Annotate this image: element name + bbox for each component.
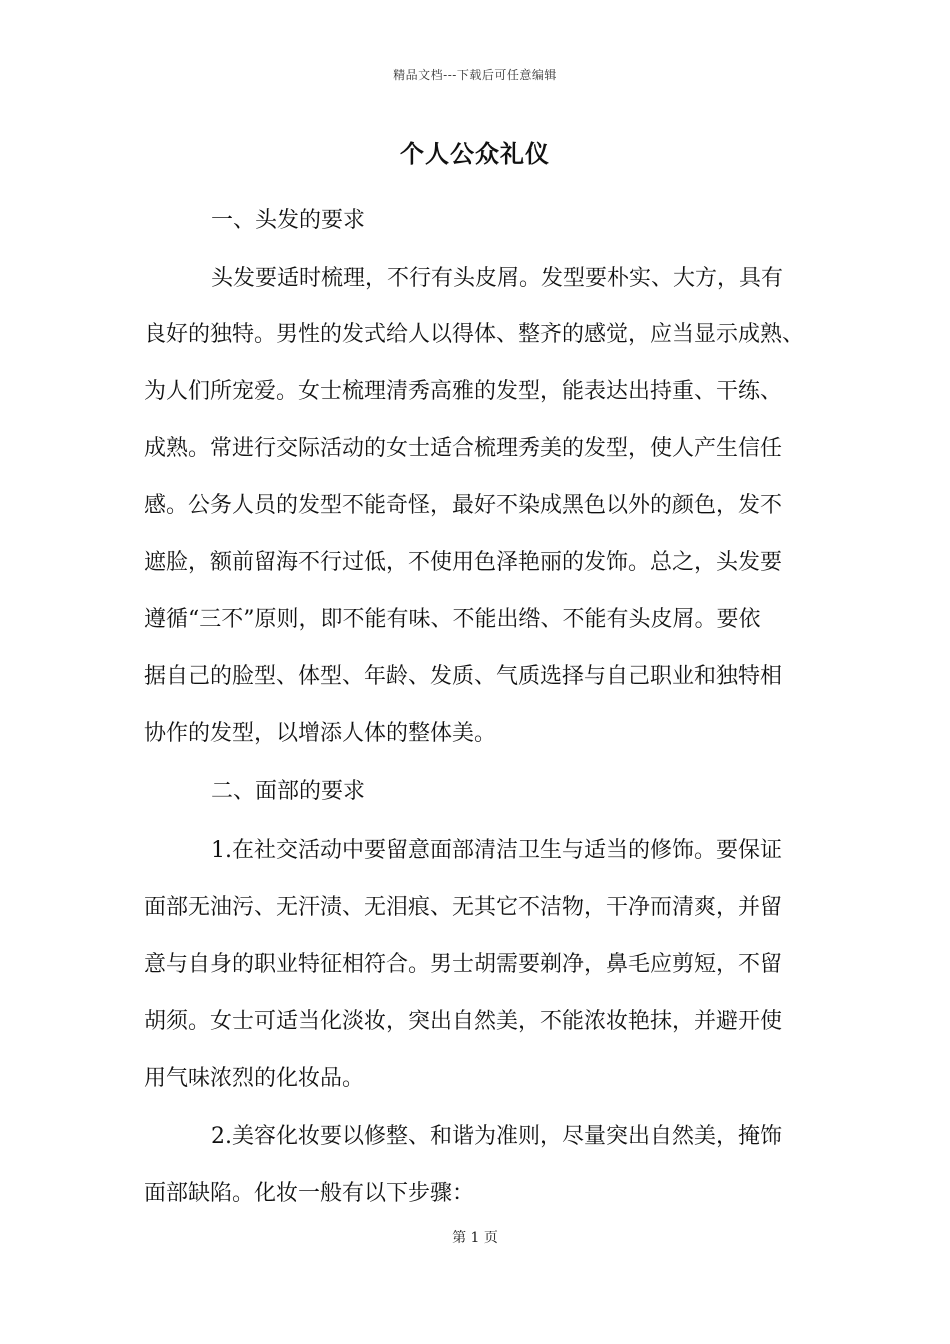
paragraph-line: 意与自身的职业特征相符合。男士胡需要剃净，鼻毛应剪短，不留 (144, 952, 783, 977)
section-heading-face: 二、面部的要求 (211, 779, 366, 804)
document-title: 个人公众礼仪 (400, 139, 550, 168)
paragraph-line: 面部缺陷。化妆一般有以下步骤： (144, 1181, 475, 1206)
paragraph-line: 1.在社交活动中要留意面部清洁卫生与适当的修饰。要保证 (211, 838, 782, 863)
paragraph-line: 2.美容化妆要以修整、和谐为准则，尽量突出自然美，掩饰 (211, 1124, 782, 1149)
paragraph-line: 遵循“三不”原则，即不能有味、不能出绺、不能有头皮屑。要依 (144, 607, 761, 632)
paragraph-line: 感。公务人员的发型不能奇怪，最好不染成黑色以外的颜色，发不 (144, 493, 783, 518)
paragraph-line: 良好的独特。男性的发式给人以得体、整齐的感觉，应当显示成熟、 (144, 322, 805, 347)
paragraph-line: 头发要适时梳理，不行有头皮屑。发型要朴实、大方，具有 (211, 266, 784, 291)
paragraph-line: 协作的发型，以增添人体的整体美。 (144, 721, 497, 746)
paragraph-line: 据自己的脸型、体型、年龄、发质、气质选择与自己职业和独特相 (144, 664, 783, 689)
paragraph-line: 为人们所宠爱。女士梳理清秀高雅的发型，能表达出持重、干练、 (144, 379, 783, 404)
header-note: 精品文档---下载后可任意编辑 (393, 68, 557, 82)
paragraph-line: 胡须。女士可适当化淡妆，突出自然美，不能浓妆艳抹，并避开使 (144, 1009, 783, 1034)
paragraph-line: 面部无油污、无汗渍、无泪痕、无其它不洁物，干净而清爽，并留 (144, 895, 783, 920)
paragraph-line: 用气味浓烈的化妆品。 (144, 1066, 365, 1091)
page-number: 第 1 页 (452, 1230, 498, 1246)
paragraph-line: 成熟。常进行交际活动的女士适合梳理秀美的发型，使人产生信任 (144, 436, 783, 461)
paragraph-line: 遮脸，额前留海不行过低，不使用色泽艳丽的发饰。总之，头发要 (144, 550, 783, 575)
section-heading-hair: 一、头发的要求 (211, 208, 366, 233)
